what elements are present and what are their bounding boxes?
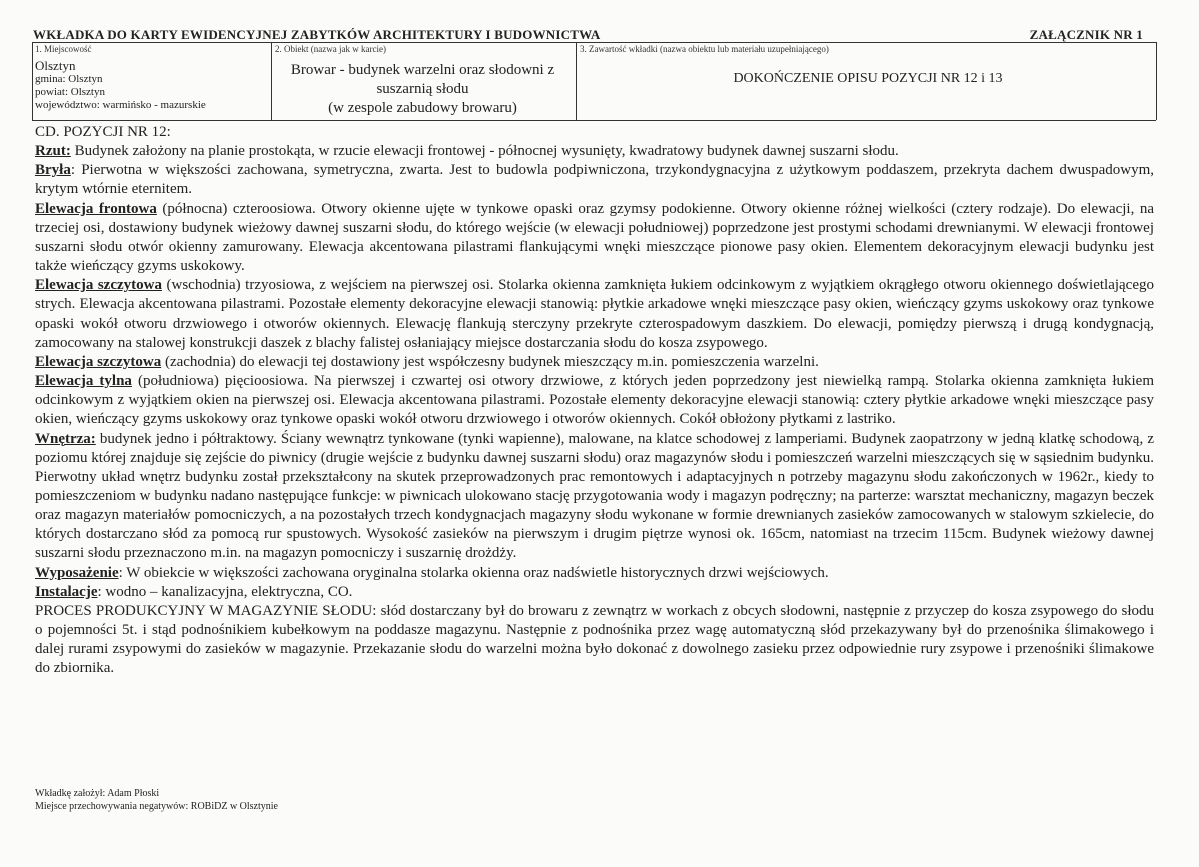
section-wyposazenie — [35, 564, 1154, 583]
section-text: : wodno – kanalizacyjna, elektryczna, CO. — [97, 583, 353, 600]
section-front — [35, 200, 1154, 277]
section-szczytowa-east — [35, 276, 1154, 353]
section-text: (zachodnia) do elewacji tej dostawiony jest współczesny budynek mieszczący m.in. pomieszczenia warzelni. — [161, 353, 819, 370]
locality-label: 1. Miejscowość — [35, 44, 92, 54]
author-line: Wkładkę założył: Adam Płoski — [35, 788, 160, 799]
section-heading: Bryła — [35, 162, 71, 179]
section-heading: Instalacje — [35, 583, 98, 600]
section-text: (północna) czteroosiowa. Otwory okienne ujęte w tynkowe opaski oraz gzymsy podokienne. Otwory okienne różnej wielkości (cztery rodzaje). Do elewacji, na trzeciej osi, dostawiony budynek wieżowy dawnej suszarni słodu, do którego wejście (w elewacji południowej) poprzedzone jest prostymi schodami drewnianymi. W elewacji frontowej suszarni słodu otwór okienny zamurowany. Elewacja akcentowana pilastrami flankującymi wnęki mieszczące pionowe pasy okien. Elementem dekoracyjnym elewacji budynku jest także wieńczący gzyms uskokowy. — [35, 200, 1154, 275]
card-title: WKŁADKA DO KARTY EWIDENCYJNEJ ZABYTKÓW ARCHITEKTURY I BUDOWNICTWA — [33, 27, 601, 42]
locality-name: Olsztyn — [35, 58, 76, 73]
section-instalacje — [35, 583, 1154, 602]
card-header — [33, 27, 1155, 43]
locality-block — [35, 58, 206, 112]
grid-line-right — [1156, 42, 1157, 120]
section-wnetrza — [35, 430, 1154, 564]
section-text: (wschodnia) trzyosiowa, z wejściem na pierwszej osi. Stolarka okienna zamknięta łukiem odcinkowym z wyjątkiem okrągłego otworu okiennego doświetlającego strych. Elewacja akcentowana pilastrami. Pozostałe elementy dekoracyjne elewacji stanowią: płytkie arkadowe wnęki mieszczące pasy okien, wieńczący gzyms uskokowy oraz tynkowe opaski wokół otworu drzwiowego i otworów okiennych. Elewację flankują sterczyny przekryte czterospadowym daszkiem. Do elewacji, pomiędzy pierwszą i drugą kondygnacją, zamocowany na stalowej konstrukcji daszek z blachy falistej osłaniający miejsce dostarczania słodu do kosza zsypowego. — [35, 277, 1154, 351]
section-heading: Elewacja frontowa — [35, 200, 157, 217]
object-name — [270, 61, 575, 118]
section-heading: Elewacja tylna — [35, 373, 132, 390]
grid-line-left — [32, 42, 33, 120]
annex-number: ZAŁĄCZNIK NR 1 — [1029, 27, 1143, 42]
storage-line: Miejsce przechowywania negatywów: ROBiDZ w Olsztynie — [35, 801, 278, 812]
section-bryla — [35, 161, 1154, 199]
grid-line-col3 — [576, 42, 577, 120]
section-proces: PROCES PRODUKCYJNY W MAGAZYNIE SŁODU: słód dostarczany był do browaru z zewnątrz w workach z obcych słodowni, następnie z przyczep do kosza zsypowego do słodu o pojemności 5t. i stąd podnośnikiem kubełkowym na poddasze magazynu. Następnie z podnośnika przez wagę automatyczną słód przekazywany był do przenośnika ślimakowego i dalej rurami zsypowymi do zasieków w magazynie. Przekazanie słodu do warzelni można było dokonać z dowolnego zasieku przez odpowiednie rury zsypowe i przenośniki ślimakowe do zbiornika. — [35, 602, 1154, 677]
section-heading: Wnętrza: — [35, 430, 96, 447]
section-text: budynek jedno i półtraktowy. Ściany wewnątrz tynkowane (tynki wapienne), malowane, na klatce schodowej z lamperiami. Budynek zaopatrzony w jedną klatkę schodową, z poziomu której znajduje się zejście do piwnicy (drugie wejście z budynku dawnej suszarni słodu) oraz magazynów słodu i pomieszczeń warzelni mieszczących się w sąsiednim budynku. Pierwotny układ wnętrz budynku został przekształcony na skutek przeprowadzonych prac remontowych i adaptacyjnych n potrzeby magazynu słodu zakończonych w 1962r., kiedy to pomieszczeniom w budynku nadano następujące funkcje: w piwnicach ulokowano stację przygotowania wody i magazyn podręczny; na parterze: warsztat mechaniczny, magazyn beczek oraz magazyn materiałów pomocniczych, a na pozostałych trzech kondygnacjach magazyny słodu wykonane w formie drewnianych zasieków zamocowanych w stalowym szkielecie, do których dostarczano słód za pomocą rur spustowych. Wysokość zasieków na pierwszym i drugim piętrze wynosi ok. 165cm, natomiast na trzecim 115cm. Budynek wieżowy dawnej suszarni słodu przeznaczono m.in. na magazyn pomocniczy i suszarnię drożdży. — [35, 430, 1154, 562]
section-heading: Elewacja szczytowa — [35, 353, 162, 370]
section-heading: Rzut: — [35, 143, 71, 160]
section-text: (południowa) pięcioosiowa. Na pierwszej i czwartej osi otwory drzwiowe, z których jeden poprzedzony jest niewielką rampą. Stolarka okienna zamknięta łukiem odcinkowym z wyjątkiem okien na pierwszej osi. Elewacja akcentowana pilastrami. Pozostałe elementy dekoracyjne elewacji stanowią: cztery płytkie arkadowe wnęki mieszczące pasy okien, wieńczący gzyms uskokowy oraz tynkowe opaski wokół otworu drzwiowego i otworów okiennych. Cokół obłożony płytkami z lastriko. — [35, 373, 1154, 428]
content-label: 3. Zawartość wkładki (nazwa obiektu lub materiału uzupełniającego) — [580, 44, 829, 54]
section-heading: Elewacja szczytowa — [35, 277, 162, 294]
section-szczytowa-west — [35, 353, 1154, 372]
object-line: suszarnią słodu — [376, 81, 469, 97]
section-heading: Wyposażenie — [35, 564, 119, 581]
section-rzut — [35, 142, 1154, 161]
object-line: (w zespole zabudowy browaru) — [328, 100, 517, 116]
section-text: : Pierwotna w większości zachowana, symetryczna, zwarta. Jest to budowla podpiwniczona, trzykondygnacyjna z użytkowym poddaszem, przekryta dachem dwuspadowym, krytym wtórnie eternitem. — [35, 162, 1154, 198]
card-footer — [35, 787, 278, 813]
description-body — [35, 123, 1154, 679]
powiat: powiat: Olsztyn — [35, 86, 105, 98]
object-label: 2. Obiekt (nazwa jak w karcie) — [275, 44, 386, 54]
content-title: DOKOŃCZENIE OPISU POZYCJI NR 12 i 13 — [733, 71, 1003, 86]
wojewodztwo: województwo: warmińsko - mazurskie — [35, 99, 206, 111]
grid-line-bottom — [32, 120, 1156, 121]
section-tylna — [35, 372, 1154, 429]
section-text: Budynek założony na planie prostokąta, w rzucie elewacji frontowej - północnej wysunięty, kwadratowy budynek dawnej suszarni słodu. — [70, 143, 899, 160]
grid-line-top — [32, 42, 1156, 43]
section-intro: CD. POZYCJI NR 12: — [35, 124, 171, 140]
object-line: Browar - budynek warzelni oraz słodowni z — [290, 62, 555, 78]
gmina: gmina: Olsztyn — [35, 73, 103, 85]
section-text: : W obiekcie w większości zachowana oryginalna stolarka okienna oraz nadświetle historycznych drzwi wejściowych. — [118, 564, 829, 581]
